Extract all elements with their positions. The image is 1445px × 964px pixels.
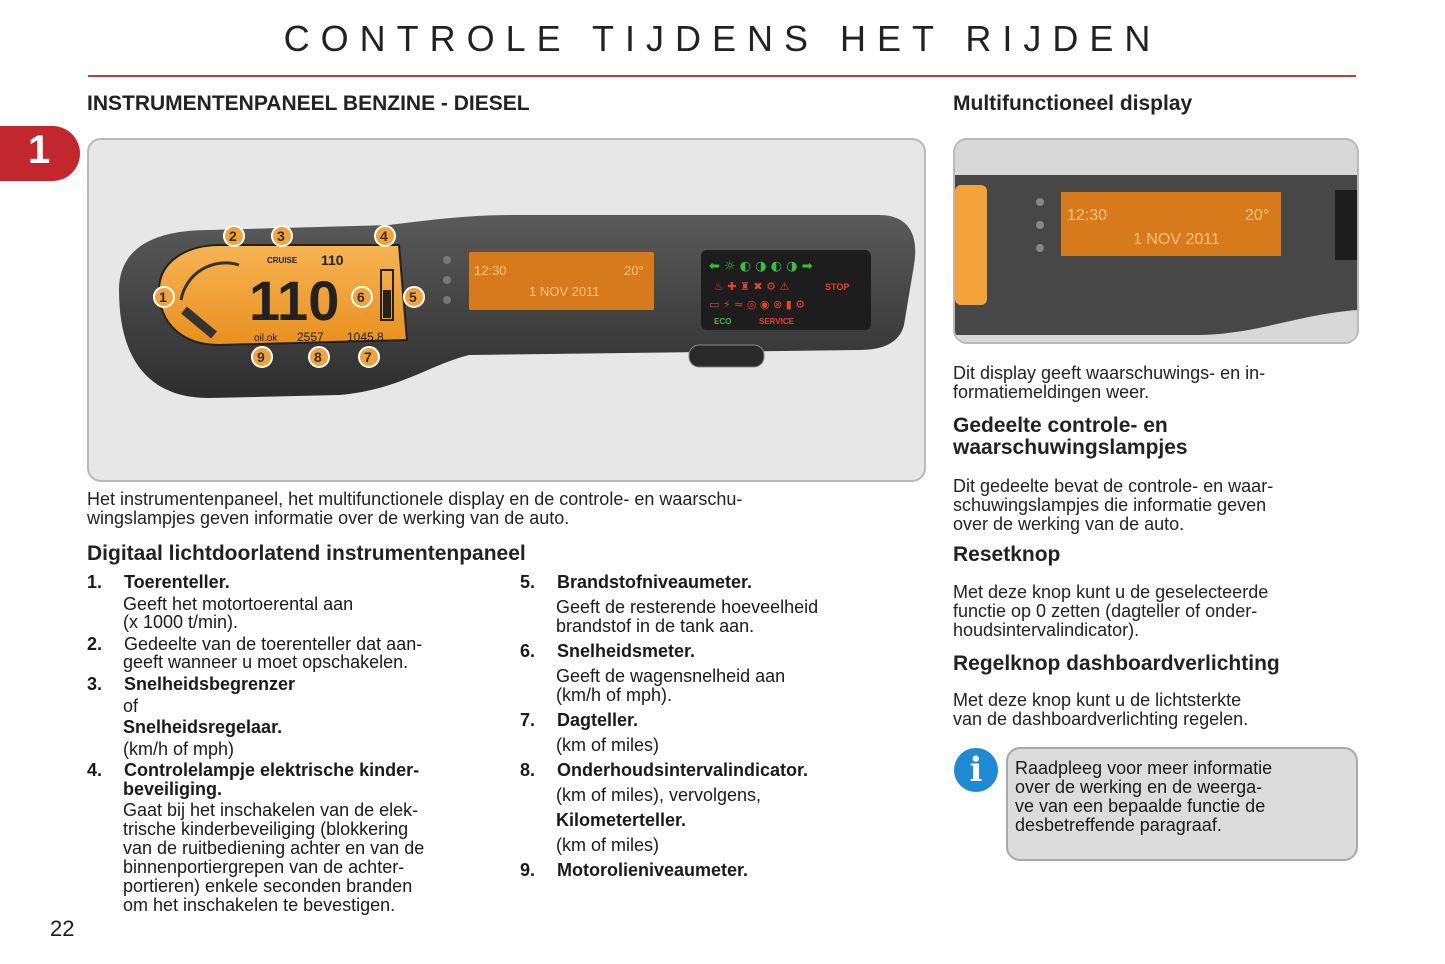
led-dot	[443, 256, 451, 264]
eco-lamp: ECO	[714, 317, 732, 326]
multifunction-display	[469, 252, 654, 310]
item-6-text: (km/h of mph).	[556, 685, 673, 705]
heading-line: waarschuwingslampjes	[953, 436, 1188, 459]
lighting-line: van de dashboardverlichting regelen.	[953, 709, 1249, 729]
item-title: Controlelampje elektrische kinder-	[124, 760, 420, 780]
dashboard-svg	[89, 140, 924, 480]
item-title: Motorolieniveaumeter.	[557, 860, 749, 880]
intro-line: wingslampjes geven informatie over de werking van de auto.	[87, 508, 570, 528]
led-dot	[443, 296, 451, 304]
heading-line: Gedeelte controle- en	[953, 414, 1168, 437]
item-3-or: of	[123, 696, 139, 716]
fuel-gauge-fill	[383, 290, 391, 318]
intro-paragraph	[87, 490, 922, 528]
warning-line: Dit gedeelte bevat de controle- en waar-	[953, 476, 1274, 496]
item-7-text: (km of miles)	[556, 735, 659, 755]
item-4-line: om het inschakelen te bevestigen.	[123, 895, 396, 915]
item-5-text: brandstof in de tank aan.	[556, 616, 755, 636]
info-icon: i	[954, 748, 998, 792]
turn-left-icon: ⬅ ☼ ◐ ◑ ◐ ◑ ➡	[709, 259, 813, 274]
chapter-number: 1	[28, 128, 51, 172]
callout-7-label: 7	[364, 349, 372, 365]
item-number: 7.	[520, 710, 536, 730]
item-title: Onderhoudsintervalindicator.	[557, 760, 809, 780]
reset-text	[953, 583, 1357, 640]
service-lamp: SERVICE	[759, 317, 794, 326]
item-number: 2.	[87, 634, 103, 654]
display-illustration	[953, 138, 1359, 344]
callout-1-label: 1	[159, 289, 167, 305]
item-2-text: geeft wanneer u moet opschakelen.	[123, 652, 409, 672]
limit-speed: 110	[321, 252, 344, 268]
title-divider	[88, 75, 1356, 77]
item-4-line: trische kinderbeveiliging (blokkering	[123, 819, 409, 839]
item-number: 1.	[87, 572, 103, 592]
item-8-text: (km of miles), vervolgens,	[556, 785, 762, 805]
md-temp: 20°	[624, 263, 644, 278]
item-4-line: van de ruitbediening achter en van de	[123, 838, 425, 858]
oil-readout: oil.ok	[254, 333, 278, 344]
stop-lamp: STOP	[825, 282, 850, 292]
info-line: desbetreffende paragraaf.	[1015, 815, 1222, 835]
warning-row2-icon: ▭ ⚡ ≈ ◎ ◉ ⊗ ▮ ⚙	[709, 298, 806, 311]
item-number: 9.	[520, 860, 536, 880]
trip-readout: 2557	[297, 330, 324, 344]
section-heading-instrument-panel: INSTRUMENTENPANEEL BENZINE - DIESEL	[87, 92, 530, 115]
lighting-text	[953, 691, 1357, 729]
lcd-edge	[955, 185, 987, 305]
display-svg	[955, 140, 1357, 342]
warning-line: schuwingslampjes die informatie geven	[953, 495, 1267, 515]
callout-2-label: 2	[229, 228, 237, 244]
item-number: 5.	[520, 572, 536, 592]
warning-row-icon: ♨ ✚ ♜ ✖ ⚙ ⚠	[714, 280, 790, 293]
warning-text	[953, 477, 1357, 534]
item-title: Brandstofniveaumeter.	[557, 572, 753, 592]
md-temp: 20°	[1245, 207, 1270, 224]
warning-line: over de werking van de auto.	[953, 514, 1185, 534]
item-4-title-cont: beveiliging.	[123, 779, 223, 799]
item-4-text	[123, 801, 491, 915]
item-title: Snelheidsmeter.	[557, 641, 696, 661]
page-number: 22	[50, 916, 75, 941]
reset-buttons	[689, 345, 764, 367]
speed-readout: 110	[249, 269, 340, 332]
reset-line: functie op 0 zetten (dagteller of onder-	[953, 601, 1258, 621]
item-1-text: (x 1000 t/min).	[123, 612, 239, 632]
cruise-label: CRUISE	[267, 256, 298, 265]
item-4-line: portieren) enkele seconden branden	[123, 876, 413, 896]
callout-6-label: 6	[357, 289, 365, 305]
md-clock: 12:30	[474, 263, 507, 278]
dashboard-illustration	[87, 138, 926, 482]
item-1-text: Geeft het motortoerental aan	[123, 594, 354, 614]
info-line: ve van een bepaalde functie de	[1015, 796, 1266, 816]
led-dot	[1036, 198, 1044, 206]
info-line: over de werking en de weerga-	[1015, 777, 1263, 797]
led-dot	[1036, 221, 1044, 229]
info-text	[1015, 759, 1349, 835]
item-4-line: binnenportiergrepen van de achter-	[123, 857, 405, 877]
lamp-edge	[1335, 190, 1357, 260]
callout-3-label: 3	[277, 228, 285, 244]
item-4-line: Gaat bij het inschakelen van de elek-	[123, 800, 419, 820]
subheading-digital-panel: Digitaal lichtdoorlatend instrumentenpaneel	[87, 542, 526, 565]
heading-reset-button: Resetknop	[953, 543, 1061, 566]
display-line: formatiemeldingen weer.	[953, 382, 1150, 402]
heading-warning-lamps	[953, 415, 1188, 459]
item-number: 6.	[520, 641, 536, 661]
md-clock: 12:30	[1067, 207, 1108, 224]
callout-8-label: 8	[314, 349, 322, 365]
md-date: 1 NOV 2011	[1133, 231, 1220, 248]
display-line: Dit display geeft waarschuwings- en in-	[953, 363, 1266, 383]
info-note	[1006, 747, 1358, 861]
item-title: Dagteller.	[557, 710, 639, 730]
reset-line: Met deze knop kunt u de geselecteerde	[953, 582, 1269, 602]
heading-multifunction-display: Multifunctioneel display	[953, 92, 1193, 115]
item-text: Gedeelte van de toerenteller dat aan-	[124, 634, 423, 654]
item-number: 4.	[87, 760, 103, 780]
callout-4-label: 4	[380, 228, 388, 244]
page-title: CONTROLE TIJDENS HET RIJDEN	[283, 18, 1162, 59]
odo-readout: 1045.8	[347, 330, 384, 344]
heading-dashboard-lighting: Regelknop dashboardverlichting	[953, 652, 1280, 675]
md-date: 1 NOV 2011	[529, 284, 600, 299]
display-text	[953, 364, 1357, 402]
intro-line: Het instrumentenpaneel, het multifunctionele display en de controle- en waarschu-	[87, 489, 743, 509]
callout-9-label: 9	[257, 349, 265, 365]
item-8-title2: Kilometerteller.	[556, 810, 687, 830]
item-6-text: Geeft de wagensnelheid aan	[556, 666, 786, 686]
item-number: 8.	[520, 760, 536, 780]
item-title: Toerenteller.	[124, 572, 230, 592]
item-title: Snelheidsbegrenzer	[124, 674, 296, 694]
lighting-line: Met deze knop kunt u de lichtsterkte	[953, 690, 1242, 710]
led-dot	[1036, 244, 1044, 252]
callout-5-label: 5	[409, 289, 417, 305]
reset-line: houdsintervalindicator).	[953, 620, 1140, 640]
item-3-title2: Snelheidsregelaar.	[123, 717, 283, 737]
info-line: Raadpleeg voor meer informatie	[1015, 758, 1273, 778]
item-3-text: (km/h of mph)	[123, 739, 235, 759]
item-5-text: Geeft de resterende hoeveelheid	[556, 597, 819, 617]
led-dot	[443, 276, 451, 284]
item-8-text2: (km of miles)	[556, 835, 659, 855]
item-number: 3.	[87, 674, 103, 694]
